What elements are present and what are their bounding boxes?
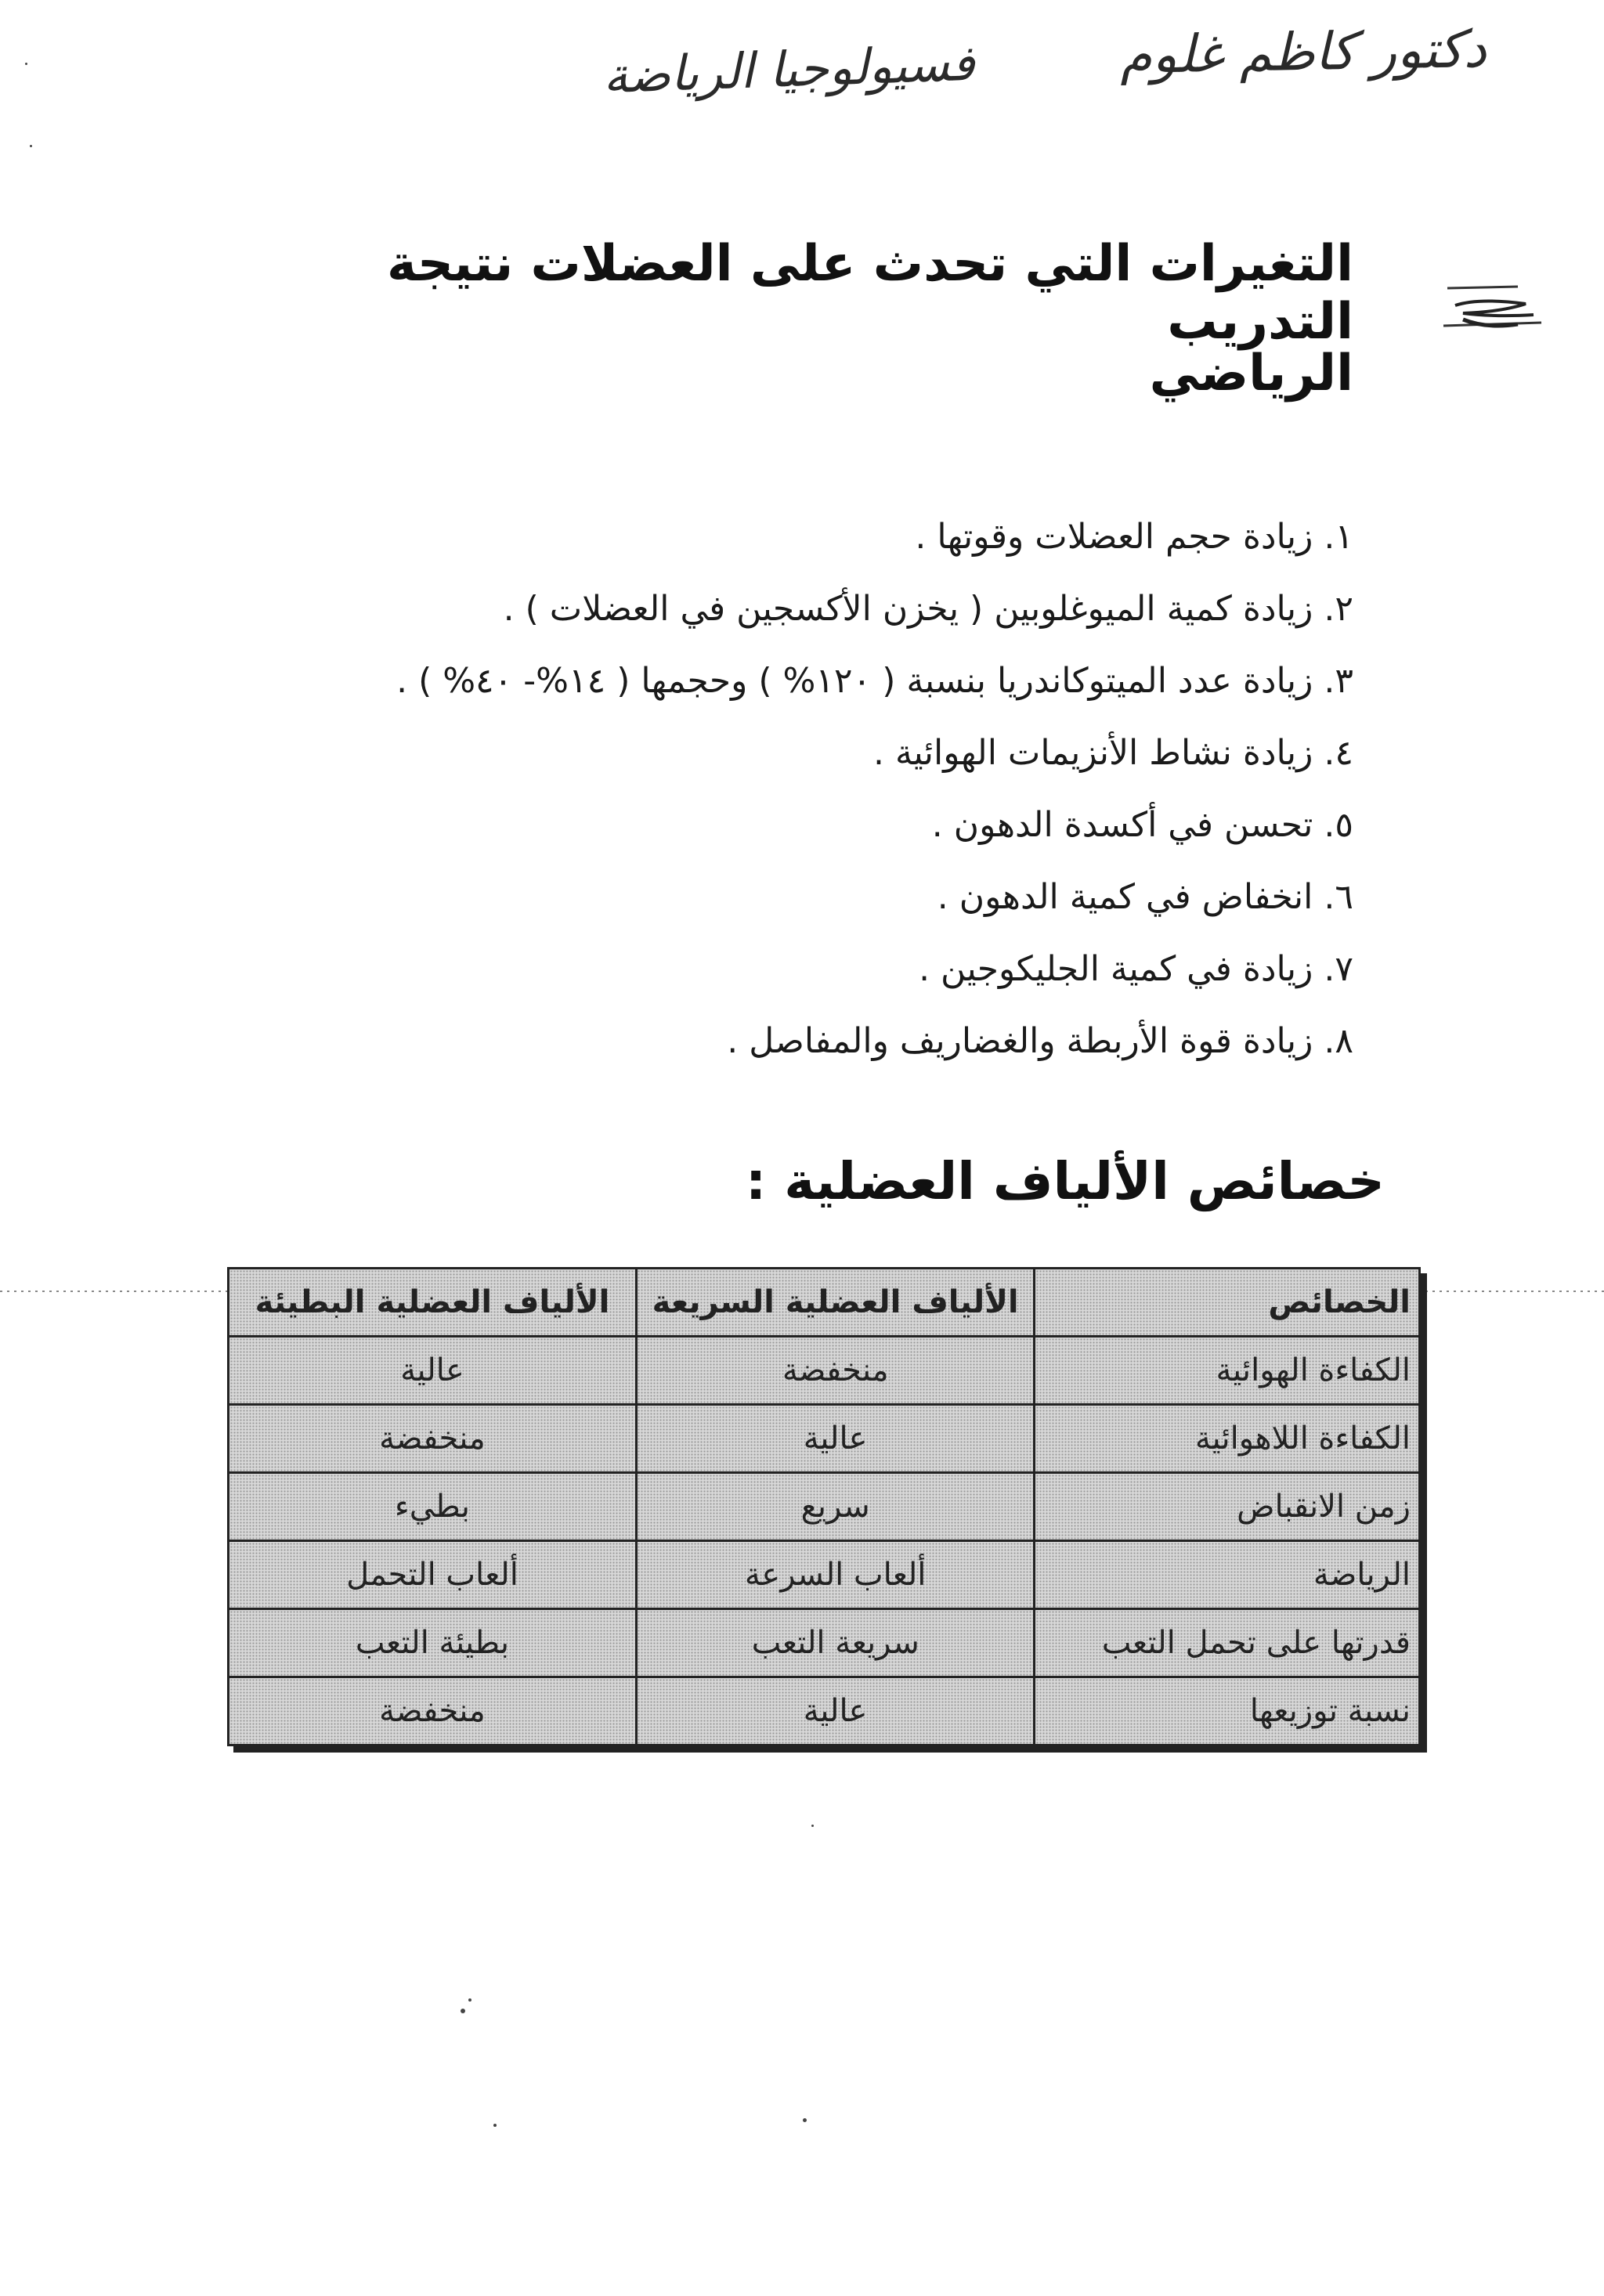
scan-speck bbox=[30, 145, 32, 147]
table-cell: الكفاءة اللاهوائية bbox=[1035, 1405, 1420, 1473]
table-cell: ألعاب السرعة bbox=[636, 1541, 1034, 1609]
table-row bbox=[229, 1337, 1420, 1405]
table-row bbox=[229, 1405, 1420, 1473]
table-cell: الرياضة bbox=[1035, 1541, 1420, 1609]
scan-speck bbox=[803, 2118, 807, 2122]
table-cell: منخفضة bbox=[636, 1337, 1034, 1405]
table-header-row bbox=[229, 1269, 1420, 1337]
table-cell: منخفضة bbox=[229, 1677, 637, 1745]
table-cell: سريع bbox=[636, 1473, 1034, 1541]
table-cell: ألعاب التحمل bbox=[229, 1541, 637, 1609]
list-item: ٨. زيادة قوة الأربطة والغضاريف والمفاصل . bbox=[727, 1021, 1353, 1061]
table-cell: سريعة التعب bbox=[636, 1609, 1034, 1677]
handwritten-subject: فسيولوجيا الرياضة bbox=[602, 34, 976, 105]
table-cell: عالية bbox=[636, 1677, 1034, 1745]
header-properties: الخصائص bbox=[1035, 1269, 1420, 1337]
scan-speck bbox=[811, 1825, 814, 1827]
header-fast-fibers: الألياف العضلية السريعة bbox=[636, 1269, 1034, 1337]
section-title-continued: الرياضي bbox=[1149, 345, 1353, 403]
scan-speck bbox=[461, 2009, 465, 2013]
header-slow-fibers: الألياف العضلية البطيئة bbox=[229, 1269, 637, 1337]
handwritten-author: دكتور كاظم غلوم bbox=[1119, 18, 1487, 86]
fiber-properties-table bbox=[227, 1267, 1421, 1746]
list-item: ١. زيادة حجم العضلات وقوتها . bbox=[915, 517, 1353, 557]
table-cell: نسبة توزيعها bbox=[1035, 1677, 1420, 1745]
list-item: ٧. زيادة في كمية الجليكوجين . bbox=[919, 949, 1353, 989]
table-row bbox=[229, 1677, 1420, 1745]
table-row bbox=[229, 1609, 1420, 1677]
training-changes-list bbox=[179, 501, 1353, 1078]
list-item: ٤. زيادة نشاط الأنزيمات الهوائية . bbox=[872, 733, 1353, 773]
table-cell: الكفاءة الهوائية bbox=[1035, 1337, 1420, 1405]
list-item: ٥. تحسن في أكسدة الدهون . bbox=[931, 805, 1353, 845]
table-row bbox=[229, 1541, 1420, 1609]
table-cell: زمن الانقباض bbox=[1035, 1473, 1420, 1541]
table-cell: عالية bbox=[636, 1405, 1034, 1473]
table-cell: قدرتها على تحمل التعب bbox=[1035, 1609, 1420, 1677]
fiber-properties-title: خصائص الألياف العضلية : bbox=[745, 1151, 1385, 1211]
list-item: ٢. زيادة كمية الميوغلوبين ( يخزن الأكسجين في العضلات ) . bbox=[503, 589, 1353, 629]
list-item: ٦. انخفاض في كمية الدهون . bbox=[937, 877, 1353, 917]
table-cell: بطيء bbox=[229, 1473, 637, 1541]
scan-speck bbox=[468, 1998, 471, 2002]
list-item: ٣. زيادة عدد الميتوكاندريا بنسبة ( ١٢٠% ) وحجمها ( ١٤%- ٤٠% ) . bbox=[396, 661, 1353, 701]
scan-speck bbox=[493, 2124, 497, 2127]
scan-noise-right bbox=[1425, 1291, 1604, 1292]
scan-noise-left bbox=[0, 1291, 235, 1292]
scribble-mark bbox=[1432, 274, 1549, 345]
table-cell: منخفضة bbox=[229, 1405, 637, 1473]
table-cell: عالية bbox=[229, 1337, 637, 1405]
section-title: التغيرات التي تحدث على العضلات نتيجة التدريب bbox=[387, 235, 1353, 351]
table-cell: بطيئة التعب bbox=[229, 1609, 637, 1677]
scan-speck bbox=[25, 63, 27, 65]
table-row bbox=[229, 1473, 1420, 1541]
